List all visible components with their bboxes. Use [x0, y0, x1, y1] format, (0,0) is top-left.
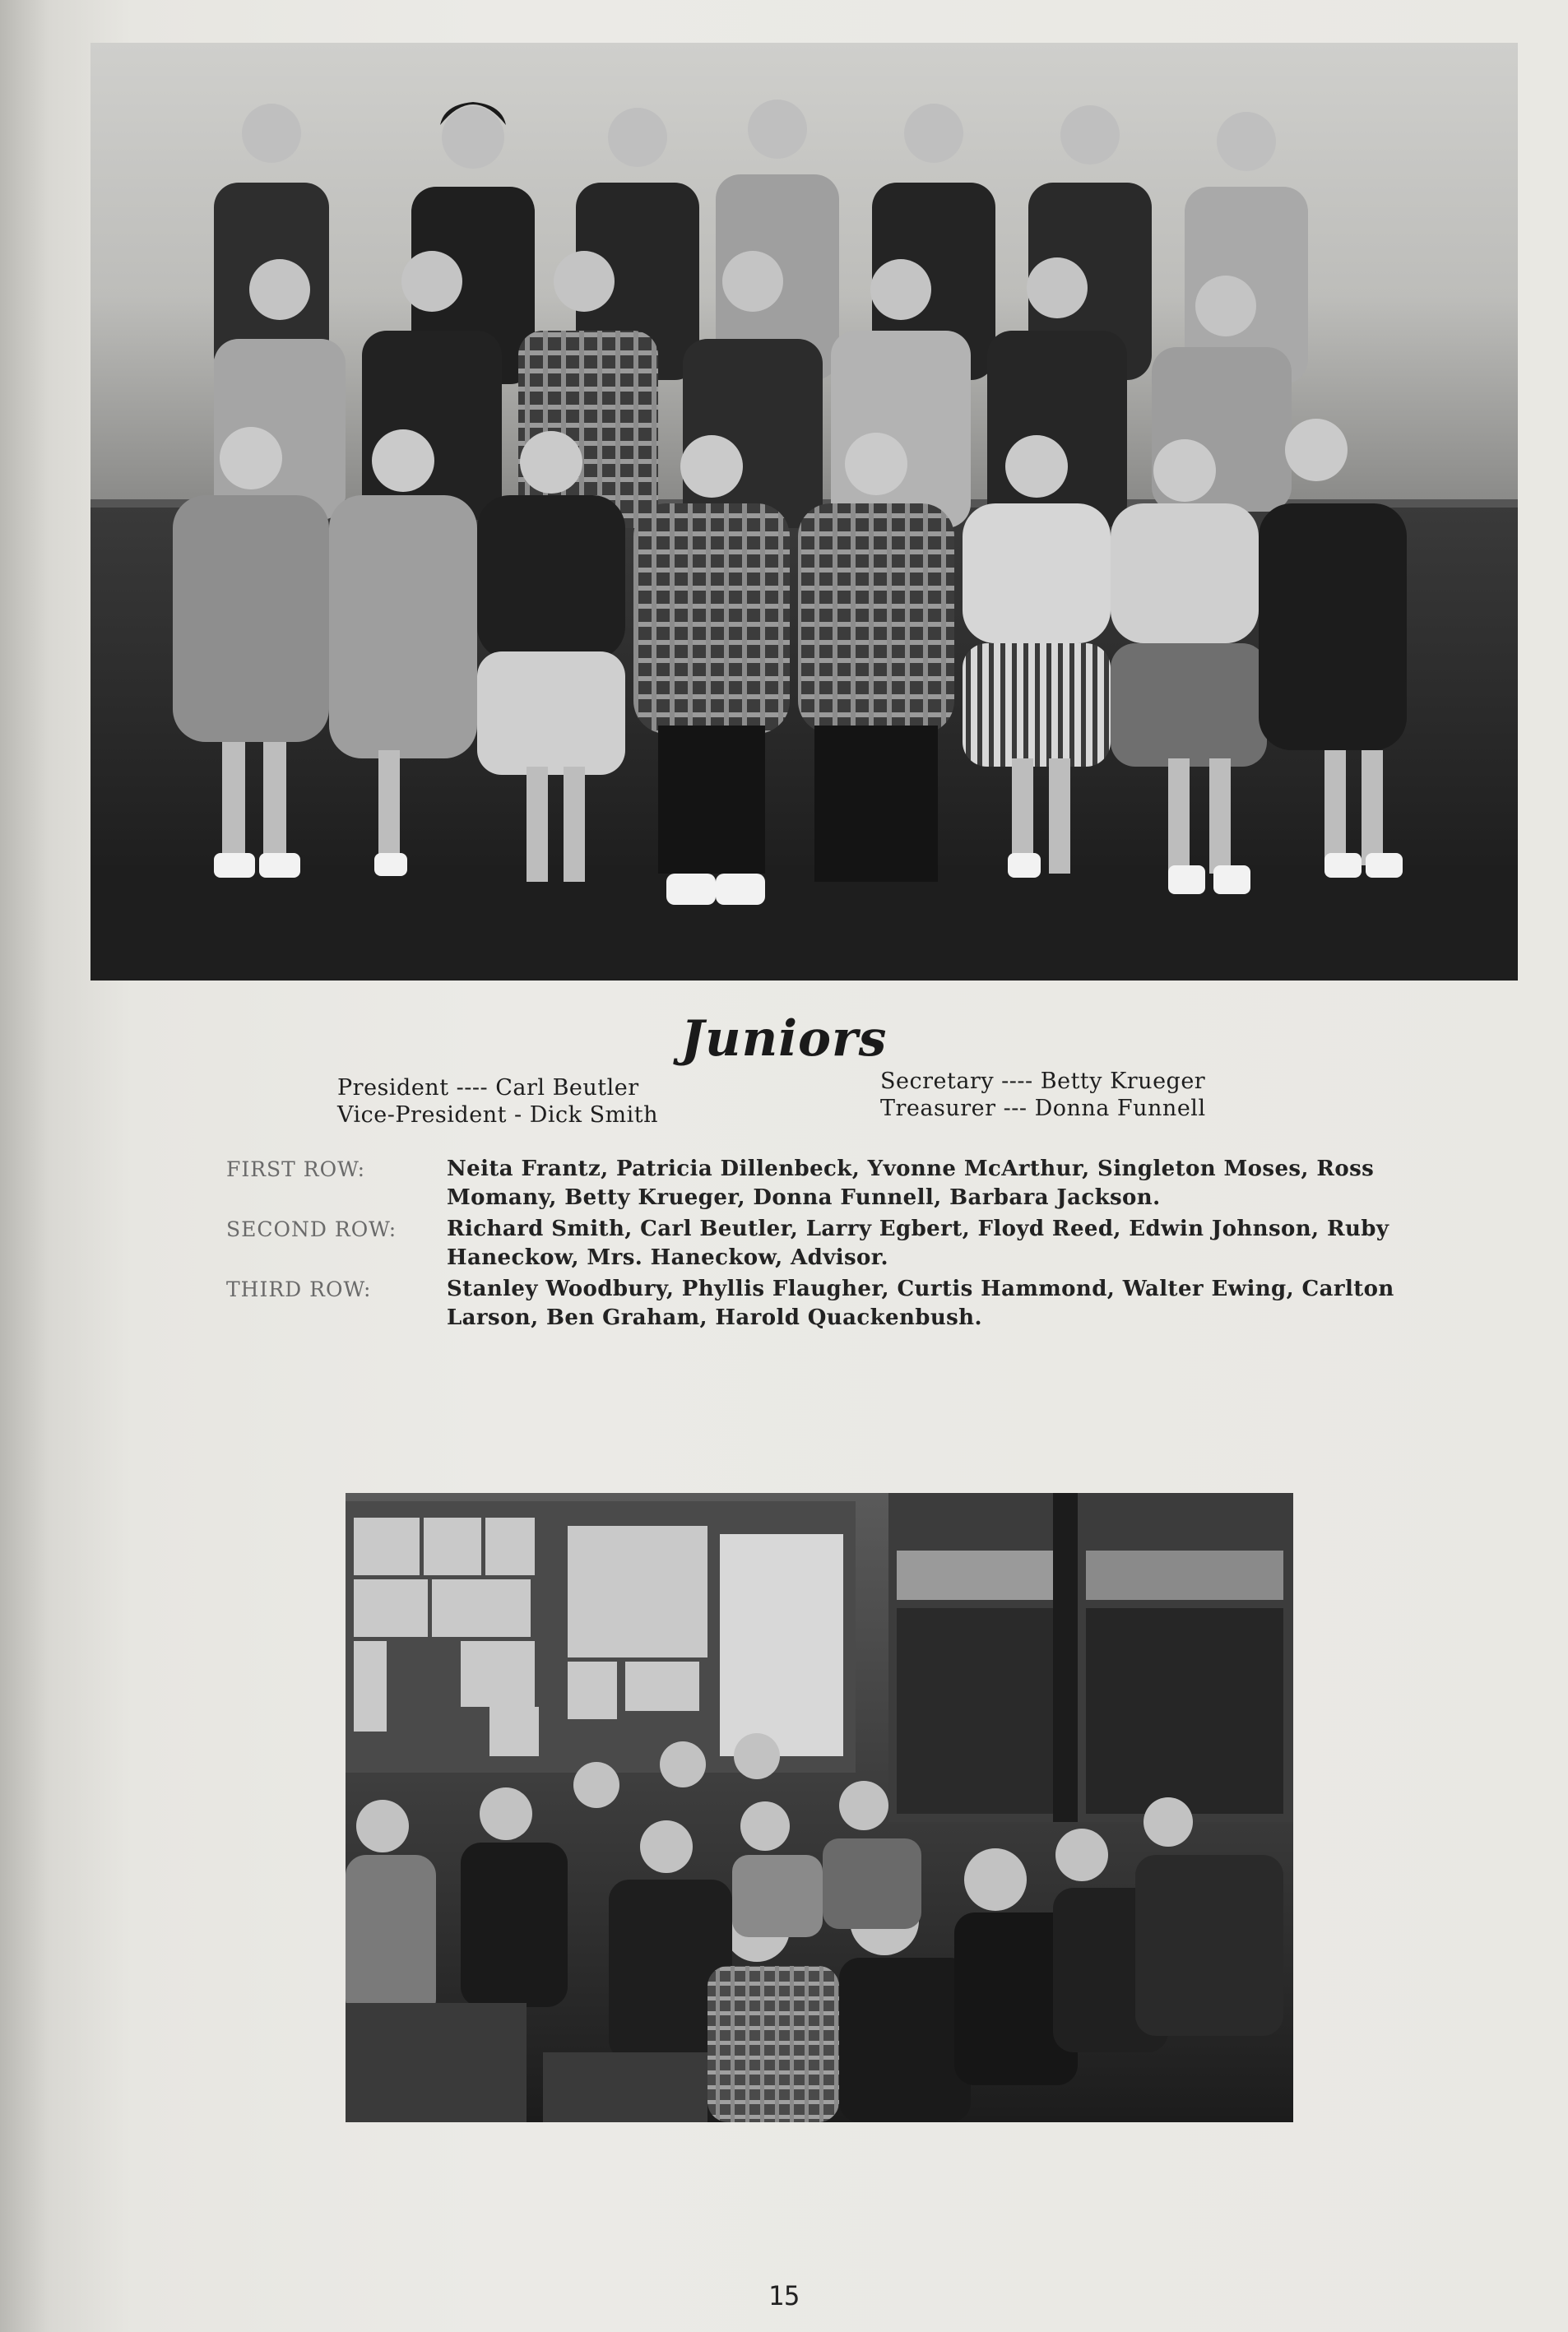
- row-label-second: SECOND ROW:: [226, 1217, 397, 1241]
- list-item: [226, 1275, 1419, 1333]
- page-title: Juniors: [680, 1010, 888, 1068]
- classroom-photo: [346, 1493, 1293, 2122]
- classroom-photo-image: [346, 1493, 1293, 2122]
- class-group-photo-image: [90, 43, 1518, 981]
- row-names-first: Neita Frantz, Patricia Dillenbeck, Yvonne McArthur, Singleton Moses, Ross Momany, Betty Krueger, Donna Funnell, Barbara Jackson.: [447, 1157, 1375, 1210]
- list-item: [226, 1215, 1419, 1273]
- officer-vice-president: Vice-President - Dick Smith: [337, 1102, 659, 1128]
- officers-right: [880, 1068, 1206, 1122]
- row-names-second: Richard Smith, Carl Beutler, Larry Egbert, Floyd Reed, Edwin Johnson, Ruby Haneckow, Mrs. Haneckow, Advisor.: [447, 1217, 1389, 1270]
- row-label-third: THIRD ROW:: [226, 1277, 372, 1301]
- officer-secretary: Secretary ---- Betty Krueger: [880, 1069, 1206, 1094]
- list-item: [226, 1155, 1419, 1212]
- row-label-first: FIRST ROW:: [226, 1157, 366, 1181]
- row-names-third: Stanley Woodbury, Phyllis Flaugher, Curtis Hammond, Walter Ewing, Carlton Larson, Ben Graham, Harold Quackenbush.: [447, 1277, 1394, 1330]
- row-listing: [226, 1155, 1419, 1335]
- class-group-photo: [90, 43, 1518, 981]
- officers-left: [337, 1074, 658, 1129]
- page-number: 15: [768, 2280, 800, 2311]
- officer-president: President ---- Carl Beutler: [337, 1075, 639, 1101]
- officer-treasurer: Treasurer --- Donna Funnell: [880, 1096, 1206, 1121]
